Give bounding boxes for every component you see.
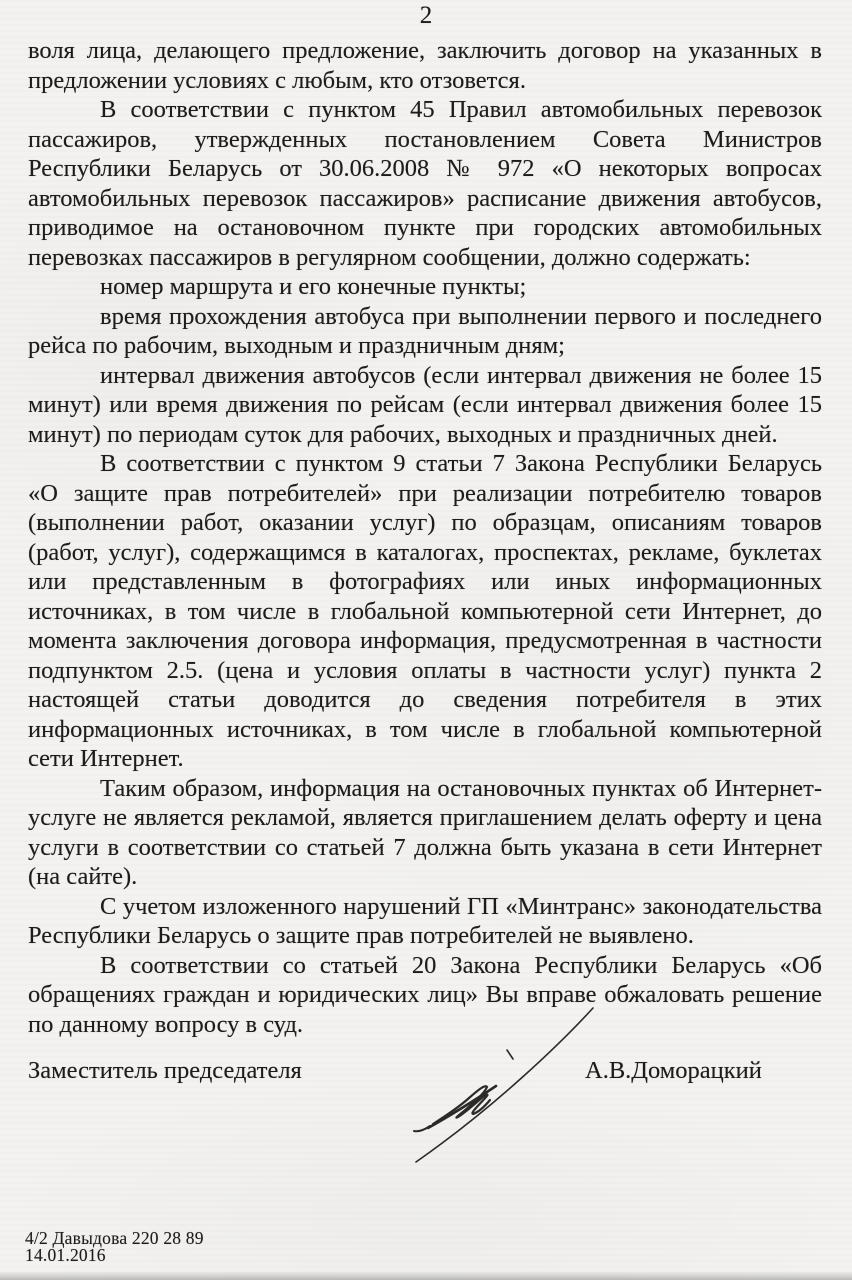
paragraph: номер маршрута и его конечные пункты; [100, 273, 527, 300]
footer [25, 1230, 204, 1264]
paragraph: В соответствии с пунктом 9 статьи 7 Закона Республики Беларусь «О защите прав потребителей» при реализации потребителю товаров (выполнении работ, оказании услуг) по образцам, описаниям товаров (работ, услуг), содержащимся в каталогах, проспектах, рекламе, буклетах или представленным в фотографиях или иных информационных источниках, в том числе в глобальной компьютерной сети Интернет, до момента заключения договора информация, предусмотренная в частности подпунктом 2.5. (цена и условия оплаты в частности услуг) пункта 2 настоящей статьи доводится до сведения потребителя в этих информационных источниках, в том числе в глобальной компьютерной сети Интернет. [28, 450, 822, 772]
paragraph: время прохождения автобуса при выполнении первого и последнего рейса по рабочим, выходным и праздничным дням; [28, 302, 822, 359]
footer-reference: 4/2 Давыдова 220 28 89 [25, 1228, 204, 1248]
paragraph: В соответствии с пунктом 45 Правил автомобильных перевозок пассажиров, утвержденных постановлением Совета Министров Республики Беларусь от 30.06.2008 № 972 «О некоторых вопросах автомобильных перевозок пассажиров» расписание движения автобусов, приводимое на остановочном пункте при городских автомобильных перевозках пассажиров в регулярном сообщении, должно содержать: [28, 96, 822, 271]
document-body [28, 36, 822, 1039]
signature-block [28, 1056, 822, 1090]
page-number: 2 [419, 2, 433, 29]
signer-position-title: Заместитель председателя [28, 1057, 302, 1084]
footer-date: 14.01.2016 [25, 1245, 106, 1265]
scan-bottom-edge-shadow [0, 1271, 852, 1280]
paragraph: интервал движения автобусов (если интервал движения не более 15 минут) или время движения по рейсам (если интервал движения более 15 минут) по периодам суток для рабочих, выходных и праздничных дней. [28, 361, 822, 448]
paragraph: В соответствии со статьей 20 Закона Республики Беларусь «Об обращениях граждан и юридических лиц» Вы вправе обжаловать решение по данному вопросу в суд. [28, 951, 822, 1038]
paragraph: С учетом изложенного нарушений ГП «Минтранс» законодательства Республики Беларусь о защите прав потребителей не выявлено. [28, 892, 822, 949]
signer-name: А.В.Доморацкий [585, 1057, 762, 1084]
paragraph: Таким образом, информация на остановочных пунктах об Интернет-услуге не является рекламой, является приглашением делать оферту и цена услуги в соответствии со статьей 7 должна быть указана в сети Интернет (на сайте). [28, 774, 822, 890]
paragraph: воля лица, делающего предложение, заключить договор на указанных в предложении условиях с любым, кто отзовется. [28, 37, 822, 94]
